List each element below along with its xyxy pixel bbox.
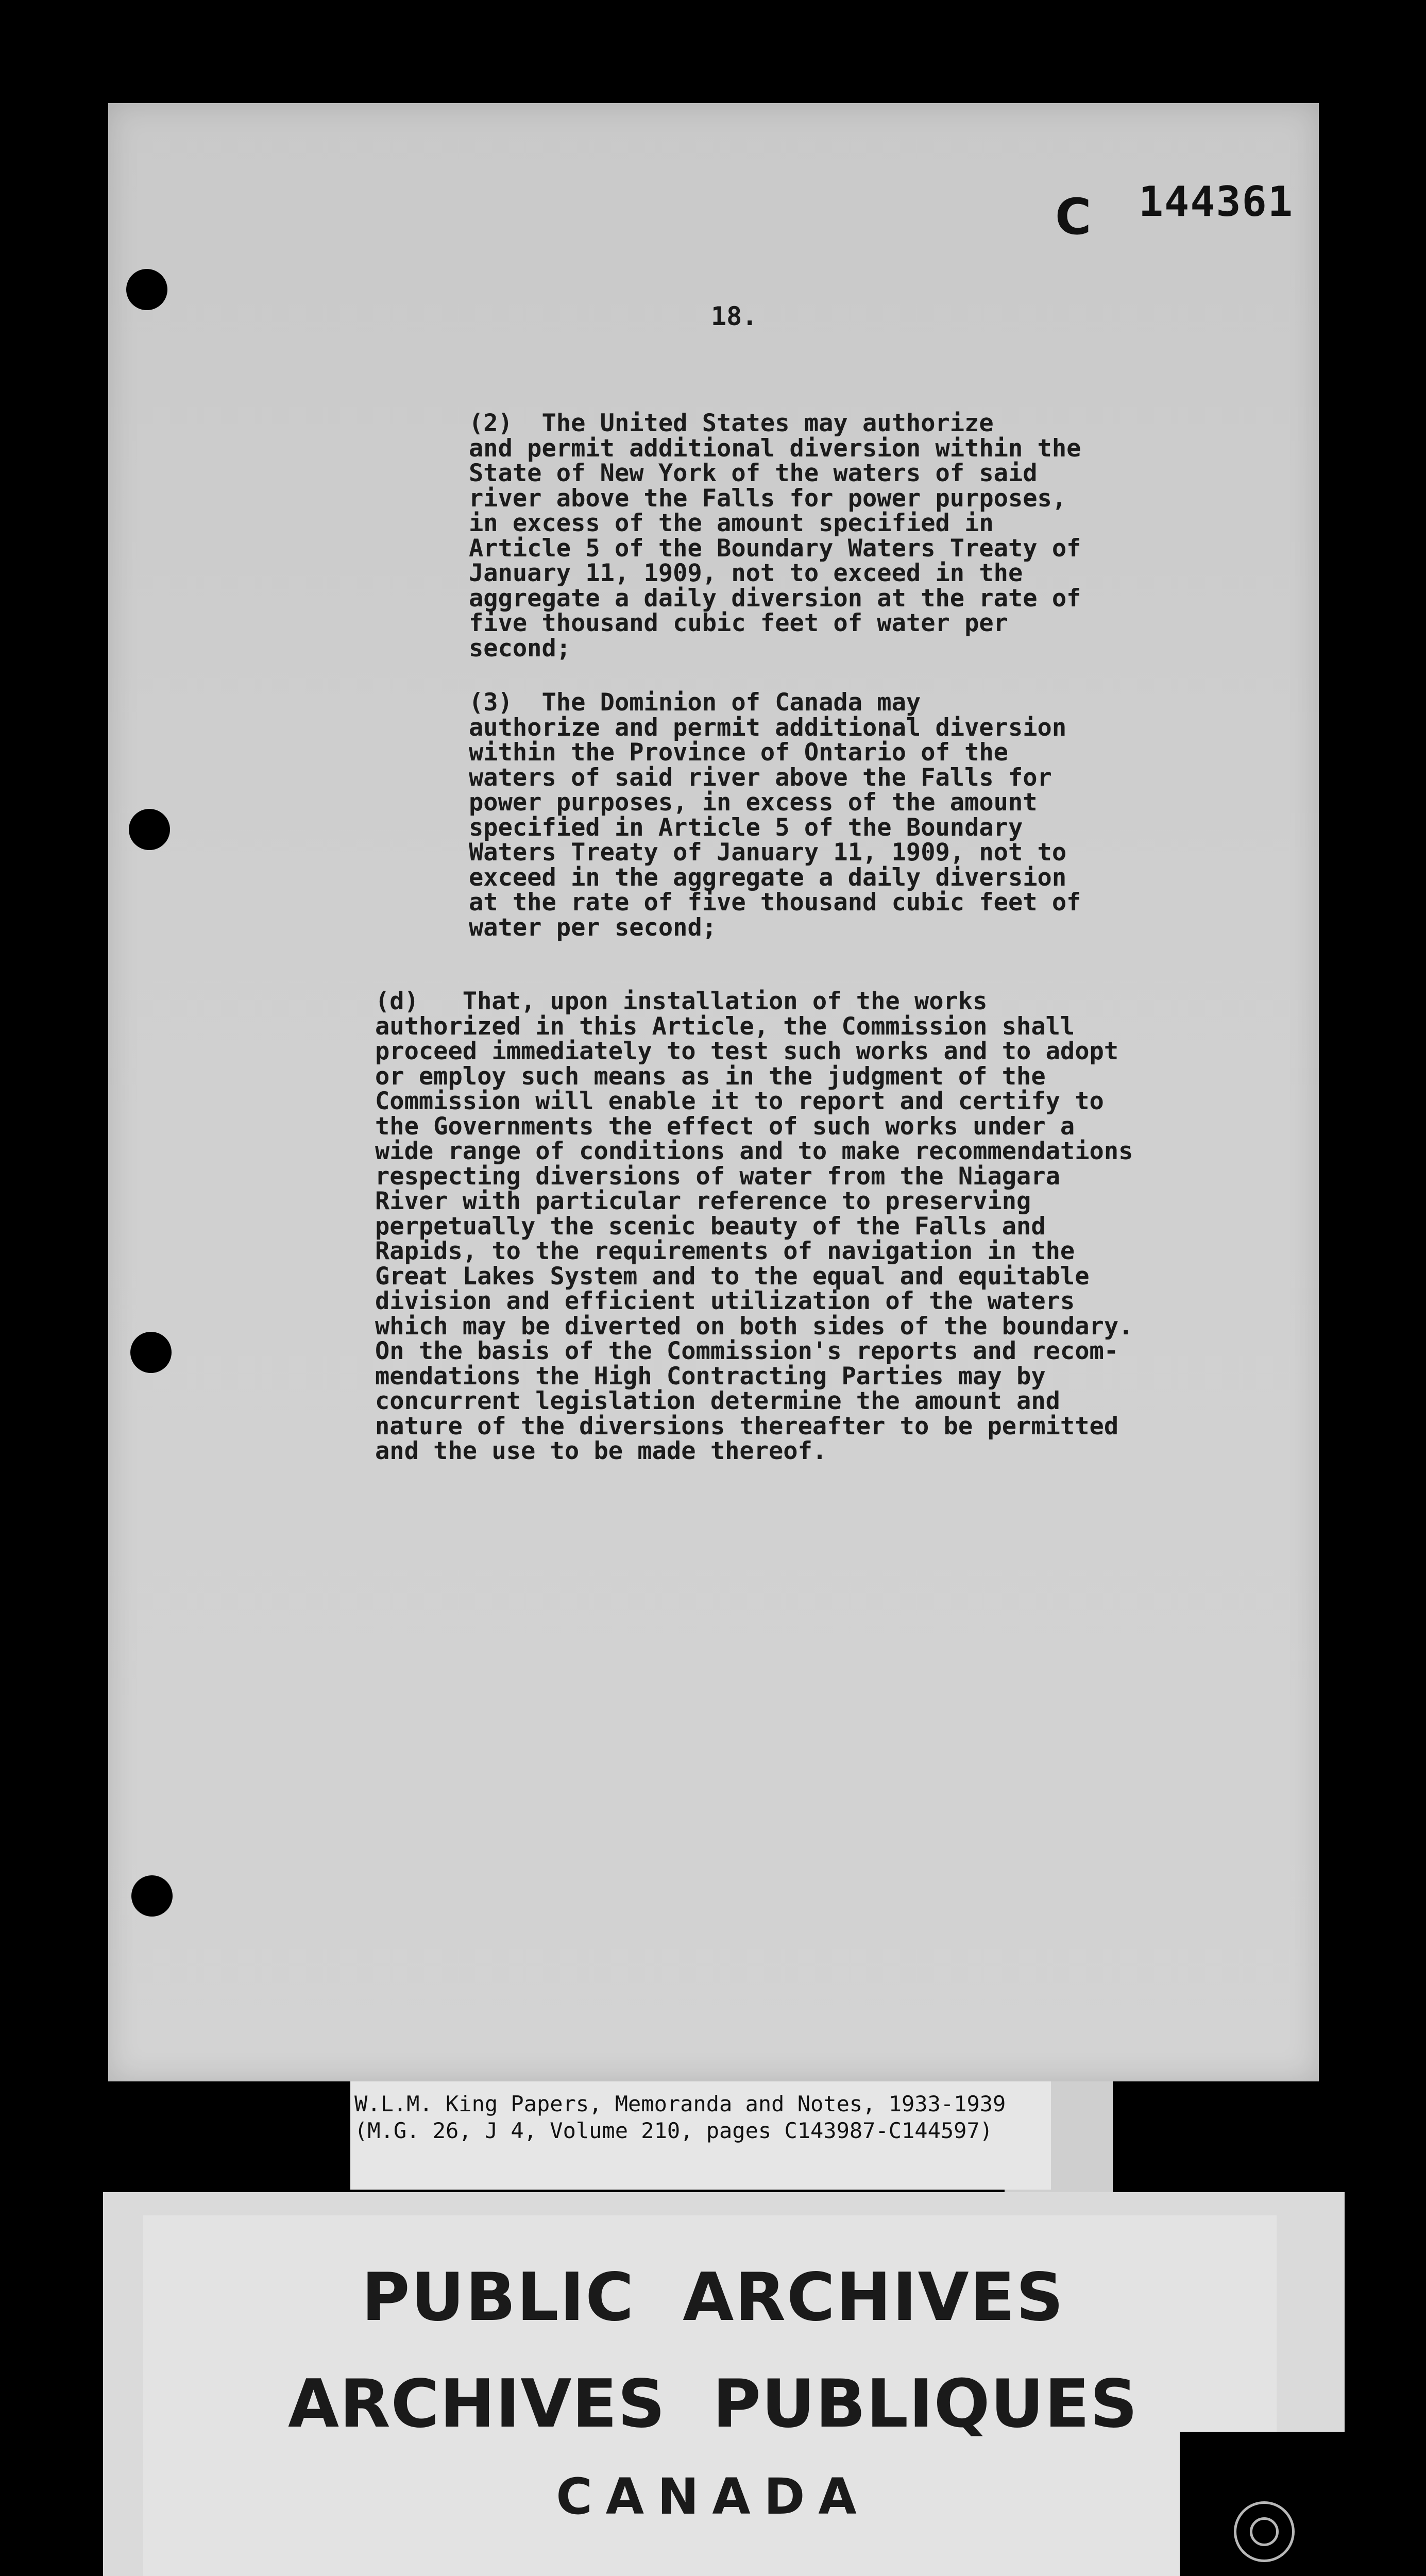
archives-title-en: PUBLIC ARCHIVES — [361, 2259, 1065, 2336]
reference-label — [350, 2081, 1051, 2190]
archive-number: 144361 — [1139, 178, 1294, 226]
punch-hole-3 — [130, 1332, 172, 1373]
archive-logo-icon — [1234, 2501, 1295, 2562]
paragraph-d: (d) That, upon installation of the works authorized in this Article, the Commission shall proceed immediately to test such works and to adopt or employ such means as in the judgment of the Commission will enable it to report and certify to the Governments the effect of such works under a wide range of conditions and to make recommendations respecting diversions of water from the Niagara River with particular reference to preserving perpetually the scenic beauty of the Falls and Rapids, to the requirements of navigation in the Great Lakes System and to the equal and equitable division and efficient utilization of the waters which may be diverted on both sides of the boundary. On the basis of the Commission's reports and recom- mendations the High Contracting Parties may by concurrent legislation determine the amount and nature of the diversions thereafter to be permitted and the use to be made thereof. — [375, 987, 1133, 1465]
punch-hole-1 — [126, 269, 167, 310]
page-number: 18. — [711, 301, 758, 331]
punch-hole-4 — [131, 1875, 173, 1917]
reference-line-1: W.L.M. King Papers, Memoranda and Notes, 1933-1939 — [354, 2091, 1006, 2116]
reference-line-2: (M.G. 26, J 4, Volume 210, pages C143987-C144597) — [354, 2118, 993, 2143]
paragraph-3: (3) The Dominion of Canada may authorize and permit additional diversion within the Province of Ontario of the waters of said river above the Falls for power purposes, in excess of the amount specified in Article 5 of the Boundary Waters Treaty of January 11, 1909, not to exceed in the aggregate a daily diversion at the rate of five thousand cubic feet of water per second; — [469, 688, 1081, 942]
archives-country: CANADA — [556, 2468, 870, 2526]
punch-hole-2 — [129, 809, 170, 850]
archives-title-fr: ARCHIVES PUBLIQUES — [288, 2366, 1138, 2443]
paragraph-2: (2) The United States may authorize and permit additional diversion within the State of New York of the waters of said river above the Falls for power purposes, in excess of the amount specified in Article 5 of the Boundary Waters Treaty of January 11, 1909, not to exceed in the aggregate a daily diversion at the rate of five thousand cubic feet of water per second; — [469, 409, 1081, 663]
archive-prefix: C — [1055, 188, 1092, 246]
